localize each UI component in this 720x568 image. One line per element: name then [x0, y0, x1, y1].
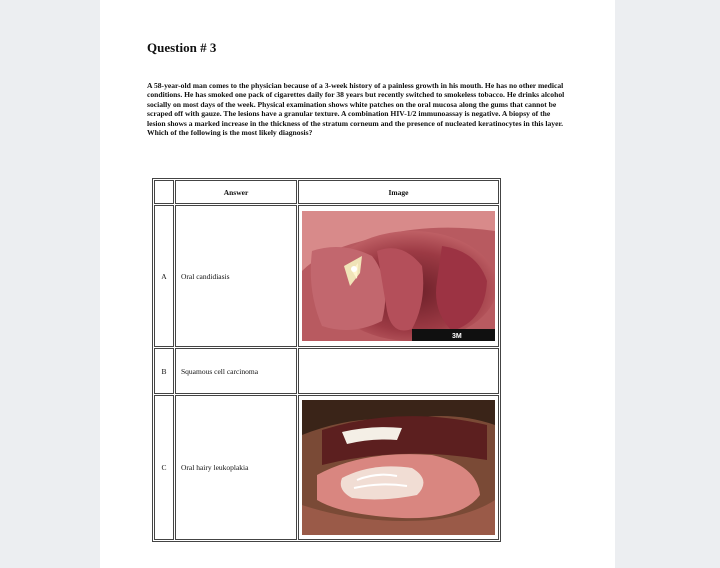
document-page [100, 0, 615, 568]
header-image: Image [298, 180, 499, 204]
option-answer[interactable]: Squamous cell carcinoma [175, 348, 297, 394]
option-letter: A [154, 205, 174, 347]
table-row[interactable] [154, 395, 499, 540]
option-answer[interactable]: Oral candidiasis [175, 205, 297, 347]
question-text: A 58-year-old man comes to the physician because of a 3-week history of a painless growth in his mouth. He has no other medical conditions. He has smoked one pack of cigarettes daily for 38 years but recently switched to smokeless tobacco. He drinks alcohol socially on most days of the week. Physical examination shows white patches on the oral mucosa along the gums that cannot be scraped off with gauze. The lesions have a granular texture. A combination HIV-1/2 immunoassay is negative. A biopsy of the lesion shows a marked increase in the thickness of the stratum corneum and the presence of nucleated keratinocytes in this layer. Which of the following is the most likely diagnosis? [147, 81, 565, 138]
hairy-leukoplakia-photo [302, 400, 495, 535]
table-header-row [154, 180, 499, 204]
header-empty-cell [154, 180, 174, 204]
header-answer: Answer [175, 180, 297, 204]
option-answer[interactable]: Oral hairy leukoplakia [175, 395, 297, 540]
oral-candidiasis-photo [302, 211, 495, 341]
option-image-cell [298, 205, 499, 347]
table-row[interactable] [154, 205, 499, 347]
answer-table [152, 178, 501, 542]
table-row[interactable] [154, 348, 499, 394]
image-watermark: 3M [452, 333, 462, 340]
option-letter: B [154, 348, 174, 394]
option-image-cell [298, 395, 499, 540]
option-image-cell-empty [298, 348, 499, 394]
question-title: Question # 3 [147, 40, 217, 55]
option-letter: C [154, 395, 174, 540]
